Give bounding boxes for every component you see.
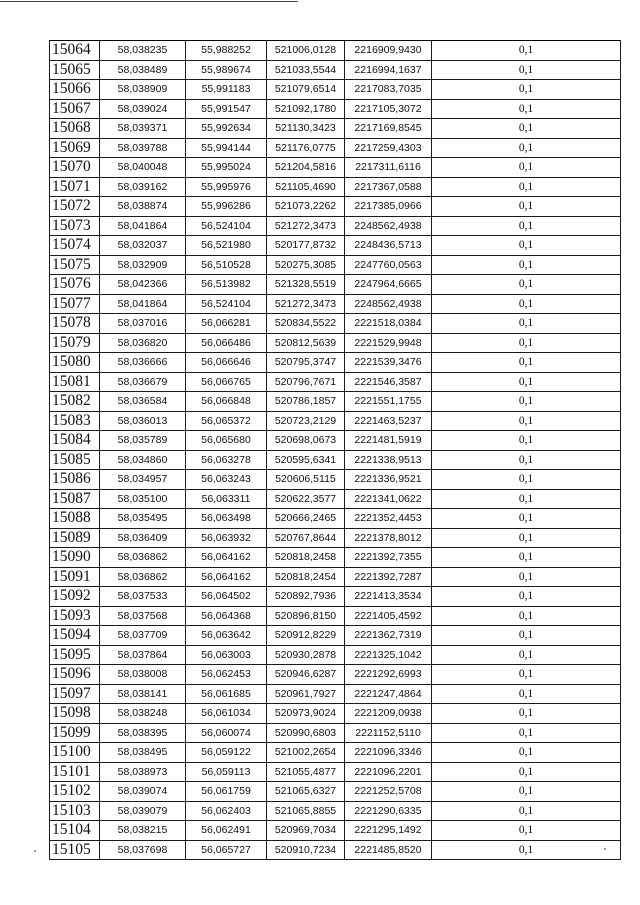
point-number-cell: 15094	[50, 626, 100, 646]
longitude-cell: 56,061034	[186, 704, 267, 724]
latitude-cell: 58,038008	[100, 665, 186, 685]
accuracy-cell: 0,1	[432, 840, 621, 860]
y-coordinate-cell: 2217385,0966	[345, 197, 432, 217]
x-coordinate-cell: 520666,2465	[267, 509, 345, 529]
longitude-cell: 56,063243	[186, 470, 267, 490]
accuracy-cell: 0,1	[432, 158, 621, 178]
x-coordinate-cell: 521079,6514	[267, 80, 345, 100]
x-coordinate-cell: 520912,8229	[267, 626, 345, 646]
table-row	[50, 567, 621, 587]
table-row	[50, 665, 621, 685]
y-coordinate-cell: 2216909,9430	[345, 41, 432, 61]
accuracy-cell: 0,1	[432, 626, 621, 646]
longitude-cell: 56,062491	[186, 821, 267, 841]
point-number-cell: 15069	[50, 138, 100, 158]
longitude-cell: 55,995976	[186, 177, 267, 197]
y-coordinate-cell: 2221463,5237	[345, 411, 432, 431]
latitude-cell: 58,039788	[100, 138, 186, 158]
accuracy-cell: 0,1	[432, 119, 621, 139]
accuracy-cell: 0,1	[432, 353, 621, 373]
y-coordinate-cell: 2221341,0622	[345, 489, 432, 509]
point-number-cell: 15081	[50, 372, 100, 392]
longitude-cell: 56,063311	[186, 489, 267, 509]
table-row	[50, 840, 621, 860]
table-row	[50, 294, 621, 314]
table-row	[50, 119, 621, 139]
table-row	[50, 723, 621, 743]
y-coordinate-cell: 2221405,4592	[345, 606, 432, 626]
longitude-cell: 56,062403	[186, 801, 267, 821]
longitude-cell: 56,064502	[186, 587, 267, 607]
y-coordinate-cell: 2217259,4303	[345, 138, 432, 158]
y-coordinate-cell: 2221413,3534	[345, 587, 432, 607]
point-number-cell: 15075	[50, 255, 100, 275]
longitude-cell: 56,061759	[186, 782, 267, 802]
accuracy-cell: 0,1	[432, 587, 621, 607]
accuracy-cell: 0,1	[432, 762, 621, 782]
x-coordinate-cell: 521272,3473	[267, 294, 345, 314]
longitude-cell: 56,524104	[186, 294, 267, 314]
accuracy-cell: 0,1	[432, 743, 621, 763]
point-number-cell: 15091	[50, 567, 100, 587]
longitude-cell: 56,063932	[186, 528, 267, 548]
x-coordinate-cell: 520818,2454	[267, 567, 345, 587]
x-coordinate-cell: 521105,4690	[267, 177, 345, 197]
longitude-cell: 55,991547	[186, 99, 267, 119]
point-number-cell: 15089	[50, 528, 100, 548]
table-row	[50, 99, 621, 119]
point-number-cell: 15093	[50, 606, 100, 626]
accuracy-cell: 0,1	[432, 704, 621, 724]
longitude-cell: 56,066765	[186, 372, 267, 392]
longitude-cell: 55,996286	[186, 197, 267, 217]
table-row	[50, 528, 621, 548]
y-coordinate-cell: 2221485,8520	[345, 840, 432, 860]
point-number-cell: 15077	[50, 294, 100, 314]
y-coordinate-cell: 2221518,0384	[345, 314, 432, 334]
accuracy-cell: 0,1	[432, 80, 621, 100]
x-coordinate-cell: 520606,5115	[267, 470, 345, 490]
latitude-cell: 58,039079	[100, 801, 186, 821]
y-coordinate-cell: 2221551,1755	[345, 392, 432, 412]
longitude-cell: 56,064162	[186, 567, 267, 587]
point-number-cell: 15095	[50, 645, 100, 665]
point-number-cell: 15100	[50, 743, 100, 763]
accuracy-cell: 0,1	[432, 489, 621, 509]
point-number-cell: 15099	[50, 723, 100, 743]
latitude-cell: 58,034957	[100, 470, 186, 490]
latitude-cell: 58,038874	[100, 197, 186, 217]
latitude-cell: 58,039162	[100, 177, 186, 197]
y-coordinate-cell: 2221252,5708	[345, 782, 432, 802]
x-coordinate-cell: 521328,5519	[267, 275, 345, 295]
point-number-cell: 15092	[50, 587, 100, 607]
latitude-cell: 58,038973	[100, 762, 186, 782]
longitude-cell: 56,062453	[186, 665, 267, 685]
longitude-cell: 56,066646	[186, 353, 267, 373]
accuracy-cell: 0,1	[432, 392, 621, 412]
longitude-cell: 56,061685	[186, 684, 267, 704]
latitude-cell: 58,037016	[100, 314, 186, 334]
accuracy-cell: 0,1	[432, 236, 621, 256]
table-row	[50, 60, 621, 80]
accuracy-cell: 0,1	[432, 606, 621, 626]
latitude-cell: 58,038248	[100, 704, 186, 724]
x-coordinate-cell: 520698,0673	[267, 431, 345, 451]
accuracy-cell: 0,1	[432, 431, 621, 451]
point-number-cell: 15071	[50, 177, 100, 197]
y-coordinate-cell: 2217367,0588	[345, 177, 432, 197]
x-coordinate-cell: 521130,3423	[267, 119, 345, 139]
y-coordinate-cell: 2221392,7287	[345, 567, 432, 587]
table-row	[50, 314, 621, 334]
longitude-cell: 56,065680	[186, 431, 267, 451]
x-coordinate-cell: 520796,7671	[267, 372, 345, 392]
longitude-cell: 56,521980	[186, 236, 267, 256]
latitude-cell: 58,035495	[100, 509, 186, 529]
point-number-cell: 15066	[50, 80, 100, 100]
latitude-cell: 58,039371	[100, 119, 186, 139]
latitude-cell: 58,037568	[100, 606, 186, 626]
x-coordinate-cell: 520818,2458	[267, 548, 345, 568]
scan-speck	[34, 850, 36, 852]
accuracy-cell: 0,1	[432, 41, 621, 61]
latitude-cell: 58,036862	[100, 567, 186, 587]
table-row	[50, 762, 621, 782]
point-number-cell: 15103	[50, 801, 100, 821]
x-coordinate-cell: 521055,4877	[267, 762, 345, 782]
accuracy-cell: 0,1	[432, 60, 621, 80]
accuracy-cell: 0,1	[432, 509, 621, 529]
table-row	[50, 275, 621, 295]
table-row	[50, 782, 621, 802]
point-number-cell: 15082	[50, 392, 100, 412]
accuracy-cell: 0,1	[432, 216, 621, 236]
latitude-cell: 58,036013	[100, 411, 186, 431]
point-number-cell: 15064	[50, 41, 100, 61]
x-coordinate-cell: 520969,7034	[267, 821, 345, 841]
table-row	[50, 431, 621, 451]
point-number-cell: 15065	[50, 60, 100, 80]
x-coordinate-cell: 520275,3085	[267, 255, 345, 275]
table-row	[50, 372, 621, 392]
latitude-cell: 58,035100	[100, 489, 186, 509]
longitude-cell: 56,066486	[186, 333, 267, 353]
longitude-cell: 56,066281	[186, 314, 267, 334]
table-row	[50, 177, 621, 197]
y-coordinate-cell: 2221539,3476	[345, 353, 432, 373]
y-coordinate-cell: 2221290,6335	[345, 801, 432, 821]
accuracy-cell: 0,1	[432, 138, 621, 158]
y-coordinate-cell: 2217105,3072	[345, 99, 432, 119]
y-coordinate-cell: 2221152,5110	[345, 723, 432, 743]
latitude-cell: 58,036409	[100, 528, 186, 548]
longitude-cell: 56,063642	[186, 626, 267, 646]
x-coordinate-cell: 521002,2654	[267, 743, 345, 763]
x-coordinate-cell: 520812,5639	[267, 333, 345, 353]
longitude-cell: 56,063498	[186, 509, 267, 529]
table-row	[50, 509, 621, 529]
table-row	[50, 470, 621, 490]
latitude-cell: 58,035789	[100, 431, 186, 451]
latitude-cell: 58,037709	[100, 626, 186, 646]
longitude-cell: 56,066848	[186, 392, 267, 412]
coordinates-table	[49, 40, 621, 860]
accuracy-cell: 0,1	[432, 177, 621, 197]
accuracy-cell: 0,1	[432, 333, 621, 353]
accuracy-cell: 0,1	[432, 197, 621, 217]
accuracy-cell: 0,1	[432, 684, 621, 704]
y-coordinate-cell: 2221325,1042	[345, 645, 432, 665]
accuracy-cell: 0,1	[432, 255, 621, 275]
y-coordinate-cell: 2247964,6665	[345, 275, 432, 295]
table-row	[50, 821, 621, 841]
x-coordinate-cell: 520973,9024	[267, 704, 345, 724]
longitude-cell: 56,063278	[186, 450, 267, 470]
table-row	[50, 450, 621, 470]
table-row	[50, 138, 621, 158]
table-row	[50, 197, 621, 217]
table-row	[50, 743, 621, 763]
accuracy-cell: 0,1	[432, 372, 621, 392]
point-number-cell: 15088	[50, 509, 100, 529]
point-number-cell: 15072	[50, 197, 100, 217]
table-row	[50, 353, 621, 373]
latitude-cell: 58,032909	[100, 255, 186, 275]
longitude-cell: 56,513982	[186, 275, 267, 295]
point-number-cell: 15086	[50, 470, 100, 490]
table-row	[50, 255, 621, 275]
table-row	[50, 216, 621, 236]
latitude-cell: 58,036666	[100, 353, 186, 373]
latitude-cell: 58,036679	[100, 372, 186, 392]
latitude-cell: 58,039074	[100, 782, 186, 802]
longitude-cell: 56,059113	[186, 762, 267, 782]
point-number-cell: 15090	[50, 548, 100, 568]
x-coordinate-cell: 520786,1857	[267, 392, 345, 412]
x-coordinate-cell: 521272,3473	[267, 216, 345, 236]
y-coordinate-cell: 2217311,6116	[345, 158, 432, 178]
accuracy-cell: 0,1	[432, 665, 621, 685]
x-coordinate-cell: 520946,6287	[267, 665, 345, 685]
latitude-cell: 58,041864	[100, 294, 186, 314]
table-row	[50, 158, 621, 178]
table-row	[50, 41, 621, 61]
longitude-cell: 55,988252	[186, 41, 267, 61]
latitude-cell: 58,037698	[100, 840, 186, 860]
latitude-cell: 58,036820	[100, 333, 186, 353]
table-row	[50, 801, 621, 821]
y-coordinate-cell: 2221338,9513	[345, 450, 432, 470]
table-row	[50, 704, 621, 724]
top-rule	[0, 1, 298, 2]
latitude-cell: 58,042366	[100, 275, 186, 295]
latitude-cell: 58,038395	[100, 723, 186, 743]
x-coordinate-cell: 520595,6341	[267, 450, 345, 470]
accuracy-cell: 0,1	[432, 99, 621, 119]
accuracy-cell: 0,1	[432, 782, 621, 802]
table-row	[50, 606, 621, 626]
point-number-cell: 15074	[50, 236, 100, 256]
x-coordinate-cell: 521176,0775	[267, 138, 345, 158]
table-row	[50, 645, 621, 665]
x-coordinate-cell: 520892,7936	[267, 587, 345, 607]
longitude-cell: 55,989674	[186, 60, 267, 80]
table-row	[50, 333, 621, 353]
point-number-cell: 15101	[50, 762, 100, 782]
y-coordinate-cell: 2221292,6993	[345, 665, 432, 685]
table-row	[50, 411, 621, 431]
table-row	[50, 626, 621, 646]
table-row	[50, 548, 621, 568]
x-coordinate-cell: 520177,8732	[267, 236, 345, 256]
x-coordinate-cell: 521065,6327	[267, 782, 345, 802]
table-row	[50, 489, 621, 509]
point-number-cell: 15083	[50, 411, 100, 431]
table-row	[50, 236, 621, 256]
x-coordinate-cell: 520961,7927	[267, 684, 345, 704]
longitude-cell: 56,510528	[186, 255, 267, 275]
longitude-cell: 55,991183	[186, 80, 267, 100]
point-number-cell: 15104	[50, 821, 100, 841]
longitude-cell: 56,065372	[186, 411, 267, 431]
latitude-cell: 58,039024	[100, 99, 186, 119]
x-coordinate-cell: 521065,8855	[267, 801, 345, 821]
x-coordinate-cell: 520990,6803	[267, 723, 345, 743]
latitude-cell: 58,041864	[100, 216, 186, 236]
latitude-cell: 58,038235	[100, 41, 186, 61]
point-number-cell: 15096	[50, 665, 100, 685]
point-number-cell: 15105	[50, 840, 100, 860]
accuracy-cell: 0,1	[432, 411, 621, 431]
accuracy-cell: 0,1	[432, 723, 621, 743]
y-coordinate-cell: 2221378,8012	[345, 528, 432, 548]
accuracy-cell: 0,1	[432, 645, 621, 665]
x-coordinate-cell: 520834,5522	[267, 314, 345, 334]
accuracy-cell: 0,1	[432, 450, 621, 470]
longitude-cell: 56,063003	[186, 645, 267, 665]
x-coordinate-cell: 520896,8150	[267, 606, 345, 626]
y-coordinate-cell: 2221529,9948	[345, 333, 432, 353]
accuracy-cell: 0,1	[432, 548, 621, 568]
y-coordinate-cell: 2221096,3346	[345, 743, 432, 763]
latitude-cell: 58,037864	[100, 645, 186, 665]
longitude-cell: 55,994144	[186, 138, 267, 158]
point-number-cell: 15080	[50, 353, 100, 373]
latitude-cell: 58,040048	[100, 158, 186, 178]
accuracy-cell: 0,1	[432, 567, 621, 587]
point-number-cell: 15097	[50, 684, 100, 704]
point-number-cell: 15098	[50, 704, 100, 724]
point-number-cell: 15102	[50, 782, 100, 802]
y-coordinate-cell: 2217169,8545	[345, 119, 432, 139]
latitude-cell: 58,038495	[100, 743, 186, 763]
longitude-cell: 55,992634	[186, 119, 267, 139]
point-number-cell: 15079	[50, 333, 100, 353]
y-coordinate-cell: 2221352,4453	[345, 509, 432, 529]
point-number-cell: 15084	[50, 431, 100, 451]
point-number-cell: 15067	[50, 99, 100, 119]
table-body	[50, 41, 621, 860]
accuracy-cell: 0,1	[432, 528, 621, 548]
point-number-cell: 15078	[50, 314, 100, 334]
y-coordinate-cell: 2217083,7035	[345, 80, 432, 100]
longitude-cell: 55,995024	[186, 158, 267, 178]
x-coordinate-cell: 520930,2878	[267, 645, 345, 665]
y-coordinate-cell: 2216994,1637	[345, 60, 432, 80]
y-coordinate-cell: 2221481,5919	[345, 431, 432, 451]
latitude-cell: 58,038909	[100, 80, 186, 100]
point-number-cell: 15087	[50, 489, 100, 509]
x-coordinate-cell: 520622,3577	[267, 489, 345, 509]
y-coordinate-cell: 2221247,4864	[345, 684, 432, 704]
x-coordinate-cell: 521006,0128	[267, 41, 345, 61]
accuracy-cell: 0,1	[432, 275, 621, 295]
y-coordinate-cell: 2221546,3587	[345, 372, 432, 392]
y-coordinate-cell: 2248562,4938	[345, 216, 432, 236]
y-coordinate-cell: 2247760,0563	[345, 255, 432, 275]
y-coordinate-cell: 2221392,7355	[345, 548, 432, 568]
y-coordinate-cell: 2221336,9521	[345, 470, 432, 490]
x-coordinate-cell: 520795,3747	[267, 353, 345, 373]
longitude-cell: 56,524104	[186, 216, 267, 236]
accuracy-cell: 0,1	[432, 821, 621, 841]
x-coordinate-cell: 520723,2129	[267, 411, 345, 431]
y-coordinate-cell: 2221295,1492	[345, 821, 432, 841]
y-coordinate-cell: 2248436,5713	[345, 236, 432, 256]
x-coordinate-cell: 521033,5544	[267, 60, 345, 80]
x-coordinate-cell: 521204,5816	[267, 158, 345, 178]
longitude-cell: 56,059122	[186, 743, 267, 763]
latitude-cell: 58,037533	[100, 587, 186, 607]
latitude-cell: 58,038215	[100, 821, 186, 841]
y-coordinate-cell: 2221362,7319	[345, 626, 432, 646]
accuracy-cell: 0,1	[432, 801, 621, 821]
accuracy-cell: 0,1	[432, 470, 621, 490]
table-row	[50, 684, 621, 704]
longitude-cell: 56,064368	[186, 606, 267, 626]
longitude-cell: 56,065727	[186, 840, 267, 860]
y-coordinate-cell: 2221209,0938	[345, 704, 432, 724]
longitude-cell: 56,060074	[186, 723, 267, 743]
latitude-cell: 58,032037	[100, 236, 186, 256]
table-row	[50, 80, 621, 100]
accuracy-cell: 0,1	[432, 294, 621, 314]
point-number-cell: 15076	[50, 275, 100, 295]
point-number-cell: 15068	[50, 119, 100, 139]
longitude-cell: 56,064162	[186, 548, 267, 568]
latitude-cell: 58,038141	[100, 684, 186, 704]
point-number-cell: 15073	[50, 216, 100, 236]
x-coordinate-cell: 520910,7234	[267, 840, 345, 860]
x-coordinate-cell: 521073,2262	[267, 197, 345, 217]
y-coordinate-cell: 2248562,4938	[345, 294, 432, 314]
table-row	[50, 587, 621, 607]
latitude-cell: 58,036862	[100, 548, 186, 568]
point-number-cell: 15070	[50, 158, 100, 178]
accuracy-cell: 0,1	[432, 314, 621, 334]
latitude-cell: 58,034860	[100, 450, 186, 470]
point-number-cell: 15085	[50, 450, 100, 470]
latitude-cell: 58,036584	[100, 392, 186, 412]
y-coordinate-cell: 2221096,2201	[345, 762, 432, 782]
x-coordinate-cell: 520767,8644	[267, 528, 345, 548]
latitude-cell: 58,038489	[100, 60, 186, 80]
x-coordinate-cell: 521092,1780	[267, 99, 345, 119]
table-row	[50, 392, 621, 412]
